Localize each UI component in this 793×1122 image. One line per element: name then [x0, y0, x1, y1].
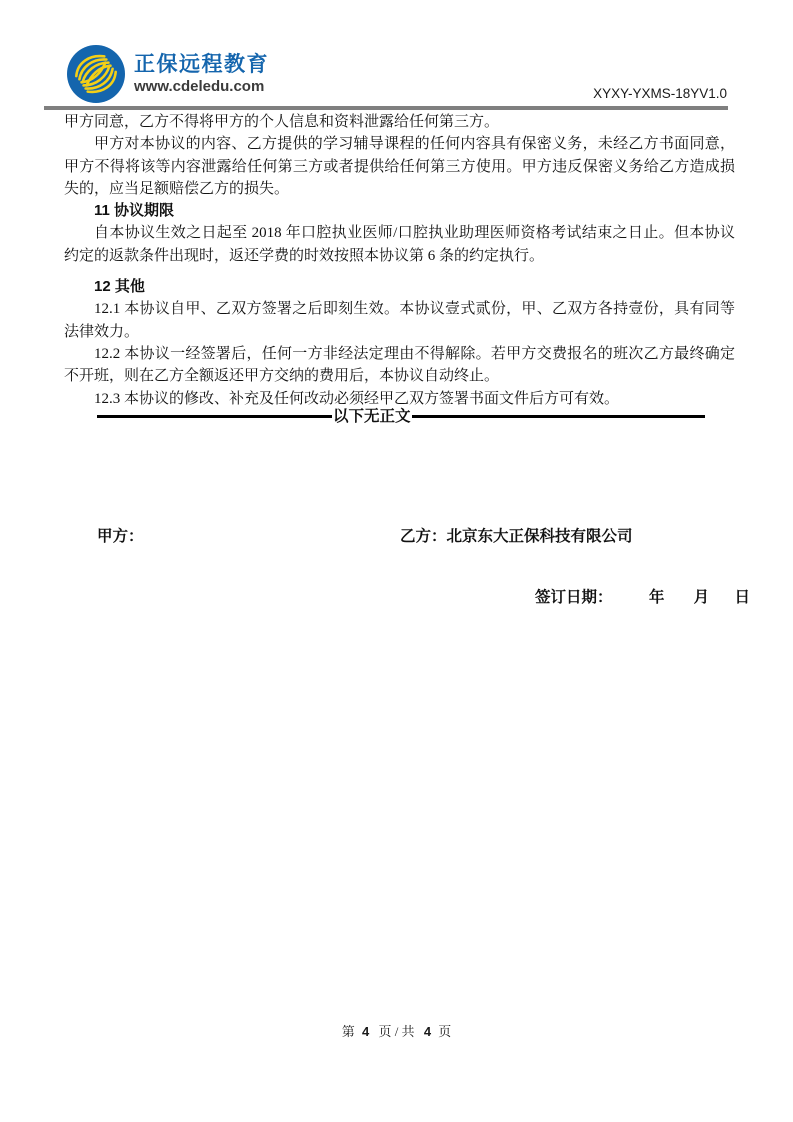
clause-12-2: 12.2 本协议一经签署后，任何一方非经法定理由不得解除。若甲方交费报名的班次乙方最终确定不开班，则在乙方全额返还甲方交纳的费用后，本协议自动终止。 — [64, 345, 735, 385]
footer-page-middle: 页 / 共 — [378, 1024, 415, 1039]
clause-12-3: 12.3 本协议的修改、补充及任何改动必须经甲乙双方签署书面文件后方可有效。 — [94, 390, 620, 407]
signing-date-row — [535, 585, 750, 607]
brand-url: www.cdeledu.com — [134, 78, 265, 96]
paragraph-confidentiality-continued: 甲方同意，乙方不得将甲方的个人信息和资料泄露给任何第三方。 — [64, 114, 500, 130]
month-label: 月 — [693, 589, 710, 606]
section-11-heading: 11 协议期限 — [94, 202, 175, 220]
brand-text — [134, 52, 269, 96]
signing-date-label: 签订日期： — [535, 589, 613, 606]
contract-body — [64, 111, 735, 428]
year-label: 年 — [648, 589, 665, 606]
brand-logo — [67, 45, 269, 103]
brand-name: 正保远程教育 — [134, 52, 269, 76]
page-footer — [0, 1021, 793, 1040]
party-b-label: 乙方：北京东大正保科技有限公司 — [400, 528, 633, 545]
document-code: XYXY-YXMS-18YV1.0 — [593, 86, 727, 101]
brand-swirl-icon — [67, 45, 125, 103]
end-divider-line-left — [97, 415, 332, 418]
signature-row — [0, 524, 793, 546]
paragraph-confidentiality-duty: 甲方对本协议的内容、乙方提供的学习辅导课程的任何内容具有保密义务，未经乙方书面同意，甲方不得将该等内容泄露给任何第三方或者提供给任何第三方使用。甲方违反保密义务给乙方造成损失的，应当足额赔偿乙方的损失。 — [64, 136, 735, 197]
document-header — [0, 0, 793, 110]
clause-12-1: 12.1 本协议自甲、乙双方签署之后即刻生效。本协议壹式贰份，甲、乙双方各持壹份，具有同等法律效力。 — [64, 301, 735, 340]
section-11-paragraph: 自本协议生效之日起至 2018 年口腔执业医师/口腔执业助理医师资格考试结束之日止。但本协议约定的返款条件出现时，返还学费的时效按照本协议第 6 条的约定执行。 — [64, 225, 735, 264]
footer-total-pages: 4 — [423, 1024, 432, 1039]
header-divider-rule — [44, 106, 728, 110]
end-of-text-label: 以下无正文 — [333, 407, 411, 425]
footer-page-prefix: 第 — [341, 1024, 355, 1039]
footer-page-suffix: 页 — [438, 1024, 452, 1039]
footer-current-page: 4 — [361, 1024, 370, 1039]
day-label: 日 — [734, 589, 750, 606]
party-a-label: 甲方： — [97, 528, 144, 545]
section-12-heading: 12 其他 — [94, 278, 145, 296]
end-divider-line-right — [412, 415, 705, 418]
